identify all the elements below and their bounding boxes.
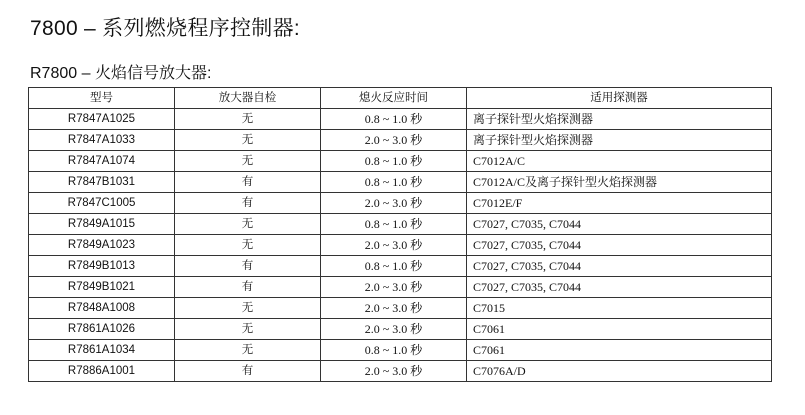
table-row [29, 151, 772, 172]
cell-detector: C7027, C7035, C7044 [467, 235, 772, 256]
header-self-check: 放大器自检 [175, 88, 321, 109]
table-row [29, 193, 772, 214]
page-title: 7800 – 系列燃烧程序控制器: [30, 17, 300, 40]
cell-model: R7849B1021 [29, 277, 175, 298]
cell-response-time: 2.0 ~ 3.0 秒 [321, 277, 467, 298]
cell-self-check: 无 [175, 340, 321, 361]
cell-detector: C7061 [467, 319, 772, 340]
table-header-row [29, 88, 772, 109]
cell-model: R7886A1001 [29, 361, 175, 382]
cell-model: R7847A1025 [29, 109, 175, 130]
table-row [29, 172, 772, 193]
cell-detector: C7015 [467, 298, 772, 319]
header-response-time: 熄火反应时间 [321, 88, 467, 109]
cell-detector: C7012A/C [467, 151, 772, 172]
cell-self-check: 无 [175, 319, 321, 340]
header-model: 型号 [29, 88, 175, 109]
cell-response-time: 0.8 ~ 1.0 秒 [321, 256, 467, 277]
table-row [29, 235, 772, 256]
cell-response-time: 2.0 ~ 3.0 秒 [321, 235, 467, 256]
table-row [29, 256, 772, 277]
cell-model: R7847C1005 [29, 193, 175, 214]
cell-detector: C7027, C7035, C7044 [467, 256, 772, 277]
cell-self-check: 无 [175, 235, 321, 256]
cell-self-check: 有 [175, 193, 321, 214]
table-row [29, 340, 772, 361]
table-row [29, 298, 772, 319]
cell-response-time: 0.8 ~ 1.0 秒 [321, 214, 467, 235]
cell-model: R7848A1008 [29, 298, 175, 319]
cell-self-check: 无 [175, 298, 321, 319]
amplifier-table [28, 87, 772, 382]
cell-response-time: 0.8 ~ 1.0 秒 [321, 172, 467, 193]
cell-model: R7847A1033 [29, 130, 175, 151]
cell-detector: C7027, C7035, C7044 [467, 214, 772, 235]
cell-response-time: 0.8 ~ 1.0 秒 [321, 109, 467, 130]
cell-detector: C7061 [467, 340, 772, 361]
header-detector: 适用探测器 [467, 88, 772, 109]
table-row [29, 319, 772, 340]
table-row [29, 361, 772, 382]
cell-response-time: 2.0 ~ 3.0 秒 [321, 193, 467, 214]
cell-model: R7847B1031 [29, 172, 175, 193]
cell-response-time: 0.8 ~ 1.0 秒 [321, 151, 467, 172]
cell-self-check: 有 [175, 256, 321, 277]
cell-self-check: 无 [175, 130, 321, 151]
cell-detector: C7012E/F [467, 193, 772, 214]
cell-model: R7849A1015 [29, 214, 175, 235]
cell-detector: C7027, C7035, C7044 [467, 277, 772, 298]
section-title: R7800 – 火焰信号放大器: [30, 65, 212, 82]
cell-model: R7847A1074 [29, 151, 175, 172]
cell-self-check: 有 [175, 277, 321, 298]
cell-model: R7849B1013 [29, 256, 175, 277]
cell-model: R7861A1034 [29, 340, 175, 361]
cell-response-time: 2.0 ~ 3.0 秒 [321, 130, 467, 151]
cell-response-time: 2.0 ~ 3.0 秒 [321, 361, 467, 382]
cell-detector: C7076A/D [467, 361, 772, 382]
cell-response-time: 0.8 ~ 1.0 秒 [321, 340, 467, 361]
cell-detector: C7012A/C及离子探针型火焰探测器 [467, 172, 772, 193]
cell-self-check: 有 [175, 172, 321, 193]
cell-response-time: 2.0 ~ 3.0 秒 [321, 298, 467, 319]
cell-self-check: 有 [175, 361, 321, 382]
cell-model: R7849A1023 [29, 235, 175, 256]
cell-model: R7861A1026 [29, 319, 175, 340]
table-row [29, 130, 772, 151]
table-row [29, 109, 772, 130]
table-row [29, 277, 772, 298]
cell-detector: 离子探针型火焰探测器 [467, 130, 772, 151]
cell-detector: 离子探针型火焰探测器 [467, 109, 772, 130]
cell-self-check: 无 [175, 109, 321, 130]
cell-response-time: 2.0 ~ 3.0 秒 [321, 319, 467, 340]
table-row [29, 214, 772, 235]
table-body [29, 109, 772, 382]
cell-self-check: 无 [175, 214, 321, 235]
cell-self-check: 无 [175, 151, 321, 172]
